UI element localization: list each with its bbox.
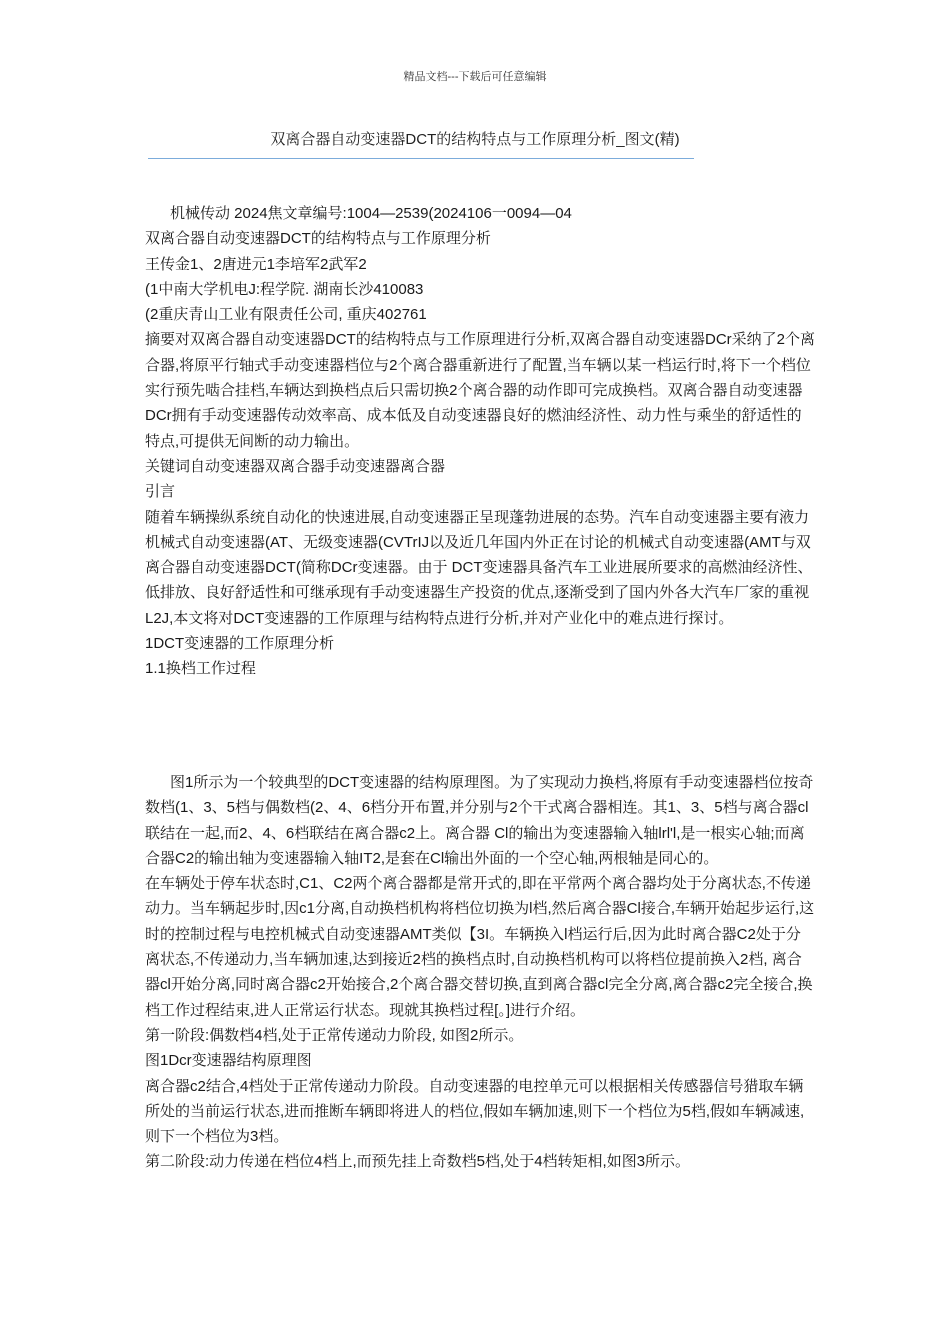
intro-paragraph: 随着车辆操纵系统自动化的快速进展,自动变速器正呈现蓬勃进展的态势。汽车自动变速器主要有液力机械式自动变速器(AT、无级变速器(CVTrIJ以及近几年国内外正在讨论的机械式自动变速器(AMT与双离合器自动变速器DCT(简称DCr变速器。由于 DCT变速器具备汽车工业进展所要求的高燃油经济性、低排放、良好舒适性和可继承现有手动变速器生产投资的优点,逐渐受到了国内外各大汽车厂家的重视L2J,本文将对DCT变速器的工作原理与结构特点进行分析,并对产业化中的难点进行探讨。: [145, 508, 813, 627]
document-title: 双离合器自动变速器DCT的结构特点与工作原理分析_图文(精): [270, 131, 680, 148]
body-section-shifting: [145, 770, 815, 1175]
journal-info-line: 机械传动 2024焦文章编号:1004—2539(2024106一0094—04: [170, 205, 572, 222]
page-header-note: 精品文档---下载后可任意编辑: [403, 71, 547, 83]
title-underline-rule: ——————————————————————————————————————————: [148, 150, 694, 165]
stage-two-line: 第二阶段:动力传递在档位4档上,而预先挂上奇数档5档,处于4档转矩相,如图3所示。: [145, 1153, 691, 1171]
paragraph-shift-process: 在车辆处于停车状态时,C1、C2两个离合器都是常开式的,即在平常两个离合器均处于分离状态,不传递动力。当车辆起步时,因c1分离,自动换档机构将档位切换为l档,然后离合器Cl接合,车辆开始起步运行,这时的控制过程与电控机械式自动变速器AMT类似【3I。车辆换入l档运行后,因为此时离合器C2处于分离状态,不传递动力,当车辆加速,达到接近2档的换档点时,自动换档机构可以将档位提前换入2档, 离合器cl开始分离,同时离合器c2开始接合,2个离合器交替切换,直到离合器cl完全分离,离合器c2完全接合,换档工作过程结束,进人正常运行状态。现就其换档过程[。]进行介绍。: [145, 875, 815, 1019]
intro-heading: 引言: [145, 483, 176, 501]
keywords-line: 关键词自动变速器双离合器手动变速器离合器: [145, 457, 446, 475]
paragraph-clutch-c2: 离合器c2结合,4档处于正常传递动力阶段。自动变速器的电控单元可以根据相关传感器信号猎取车辆所处的当前运行状态,进而推断车辆即将进人的档位,假如车辆加速,则下一个档位为5档,假如车辆减速,则下一个档位为3档。: [145, 1077, 805, 1146]
paragraph-structure-principle: 图1所示为一个较典型的DCT变速器的结构原理图。为了实现动力换档,将原有手动变速器档位按奇数档(1、3、5档与偶数档(2、4、6档分开布置,并分别与2个干式离合器相连。其1、3、5档与离合器cl联结在一起,而2、4、6档联结在离合器c2上。离合器 Cl的输出为变速器输入轴lrl'l,是一根实心轴;而离合器C2的输出轴为变速器输入轴IT2,是套在Cl输出外面的一个空心轴,两根轴是同心的。: [145, 774, 814, 867]
stage-one-line: 第一阶段:偶数档4档,处于正常传递动力阶段, 如图2所示。: [145, 1026, 524, 1044]
affiliation-2: (2重庆青山工业有限责任公司, 重庆402761: [145, 306, 427, 324]
subsection-heading-1-1: 1.1换档工作过程: [145, 660, 256, 678]
article-title: 双离合器自动变速器DCT的结构特点与工作原理分析: [145, 230, 491, 248]
abstract-paragraph: 摘要对双离合器自动变速器DCT的结构特点与工作原理进行分析,双离合器自动变速器DCr采纳了2个离合器,将原平行轴式手动变速器档位与2个离合器重新进行了配置,当车辆以某一档运行时,将下一个档位实行预先啮合挂档,车辆达到换档点后只需切换2个离合器的动作即可完成换档。双离合器自动变速器DCr拥有手动变速器传动效率高、成本低及自动变速器良好的燃油经济性、动力性与乘坐的舒适性的特点,可提供无间断的动力输出。: [145, 331, 816, 450]
affiliation-1: (1中南大学机电J:程学院. 湖南长沙410083: [145, 280, 424, 298]
body-section-abstract: [145, 201, 815, 682]
figure-1-caption: 图1Dcr变速器结构原理图: [145, 1052, 312, 1070]
authors-line: 王传金1、2唐进元1李培军2武军2: [145, 255, 367, 273]
section-heading-1: 1DCT变速器的工作原理分析: [145, 635, 335, 653]
